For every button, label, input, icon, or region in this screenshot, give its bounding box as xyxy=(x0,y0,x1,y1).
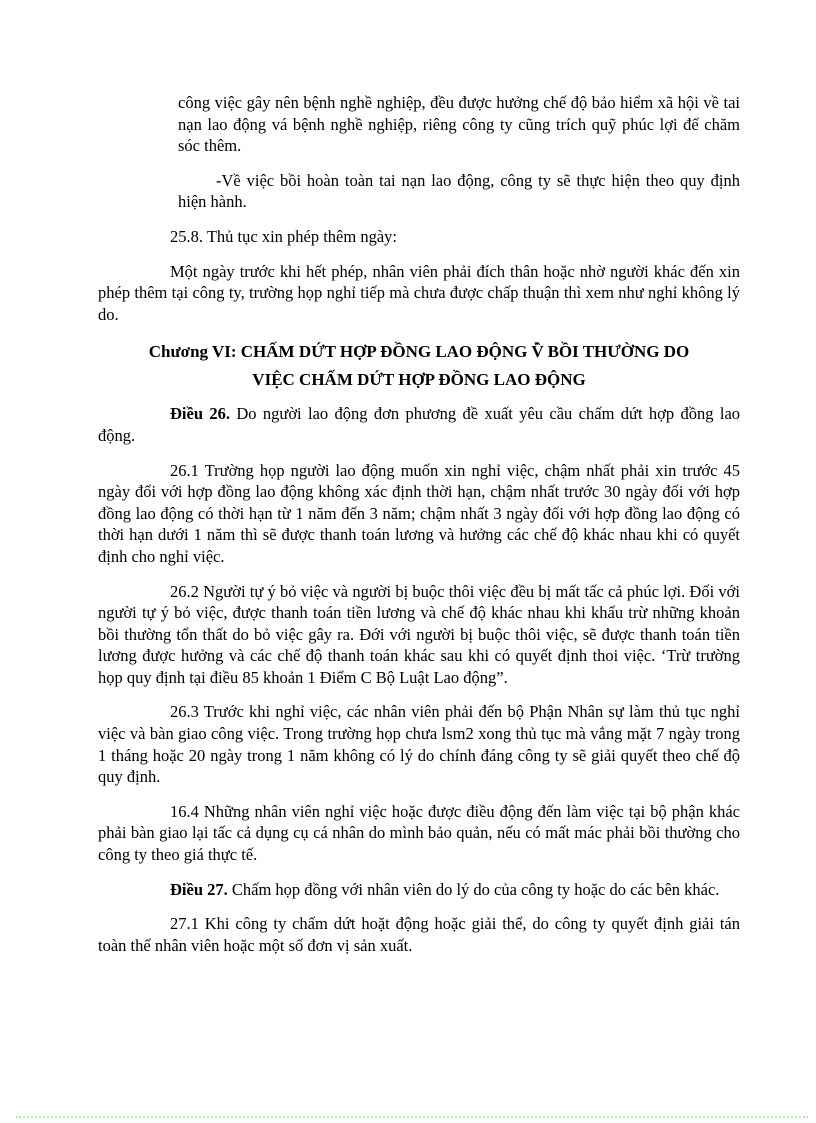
paragraph-16-4: 16.4 Những nhân viên nghỉ việc hoặc được điều động đến làm việc tại bộ phận khác phải bàn giao lại tấc cả dụng cụ cá nhân do mình bảo quản, nếu có mất mác phải bồi thường cho công ty theo giá thực tế. xyxy=(98,801,740,865)
paragraph-leave-extension-procedure: Một ngày trước khi hết phép, nhân viên phải đích thân hoặc nhờ người khác đến xin phép thêm tại công ty, trường họp nghỉ tiếp mà chưa được chấp thuận thì xem như nghỉ không lý do. xyxy=(98,261,740,324)
chapter-vi-heading-line2: VIỆC CHẤM DỨT HỢP ĐỒNG LAO ĐỘNG xyxy=(252,370,586,390)
paragraph-occupational-disease-benefits: công việc gây nên bệnh nghề nghiệp, đều được hưởng chế độ bảo hiểm xã hội về tai nạn lao động vá bệnh nghề nghiệp, riêng công ty cũng trích quỹ phúc lợi để chăm sóc thêm. xyxy=(178,93,740,156)
document-body xyxy=(98,92,740,969)
article-26-paragraph xyxy=(98,403,740,446)
paragraph-26-1: 26.1 Trường họp người lao động muốn xin nghỉ việc, chậm nhất phải xin trước 45 ngày đối với hợp đồng lao động không xác định thời hạn, chậm nhất trước 30 ngày đối với hợp đồng lao động có thời hạn từ 1 năm đến 3 năm; chậm nhất 3 ngày đối với hợp đồng lao động có thời hạn dưới 1 năm thì sẽ được thanh toán lương và hưởng các chế độ khác nhau khi có quyết định cho nghỉ việc. xyxy=(98,460,740,566)
article-26-text: Do người lao động đơn phương đề xuất yêu cầu chấm dứt hợp đồng lao động. xyxy=(98,404,741,445)
chapter-vi-heading-line1: Chương VI: CHẤM DỨT HỢP ĐỒNG LAO ĐỘNG V̂̀ BỒI THƯỜNG DO xyxy=(148,342,690,362)
article-26-label: Điều 26. xyxy=(170,404,230,424)
chapter-vi-heading xyxy=(98,338,740,394)
article-27-label: Điều 27. xyxy=(170,879,228,899)
section-25-8-heading: 25.8. Thủ tục xin phép thêm ngày: xyxy=(170,226,397,246)
paragraph-26-2: 26.2 Người tự ý bỏ việc và người bị buộc thôi việc đều bị mất tấc cả phúc lợi. Đối với người tự ý bỏ việc, được thanh toán tiền lương và chế độ khác nhau khi khấu trừ những khoản bồi thường tổn thất do bỏ việc gây ra. Đới với người bị buộc thôi việc, sẽ được thanh toán tiền lương được hưởng và các chế độ thanh toán khác sau khi có quyết định thoi việc. ‘Trừ trường họp quy định tại điều 85 khoản 1 Điểm C Bộ Luật Lao động”. xyxy=(98,581,740,687)
article-27-paragraph xyxy=(98,879,740,901)
paragraph-26-3: 26.3 Trước khi nghỉ việc, các nhân viên phải đến bộ Phận Nhân sự làm thủ tục nghỉ việc và bàn giao công việc. Trong trường họp chưa lsm2 xong thủ tục mà vắng mặt 7 ngày trong 1 tháng hoặc 20 ngày trong 1 năm không có lý do chính đáng công ty sẽ giải quyết theo chế độ quy định. xyxy=(98,702,740,787)
footer-dotted-rule xyxy=(16,1116,808,1118)
paragraph-accident-compensation-note: -Về việc bồi hoàn toàn tai nạn lao động, công ty sẽ thực hiện theo quy định hiện hành. xyxy=(178,170,740,212)
article-27-text: Chấm họp đồng với nhân viên do lý do của công ty hoặc do các bên khác. xyxy=(227,879,720,899)
paragraph-27-1: 27.1 Khi công ty chấm dứt hoặt động hoặc giải thể, do công ty quyết định giải tán toàn thể nhân viên hoặc một số đơn vị sản xuất. xyxy=(98,914,740,955)
